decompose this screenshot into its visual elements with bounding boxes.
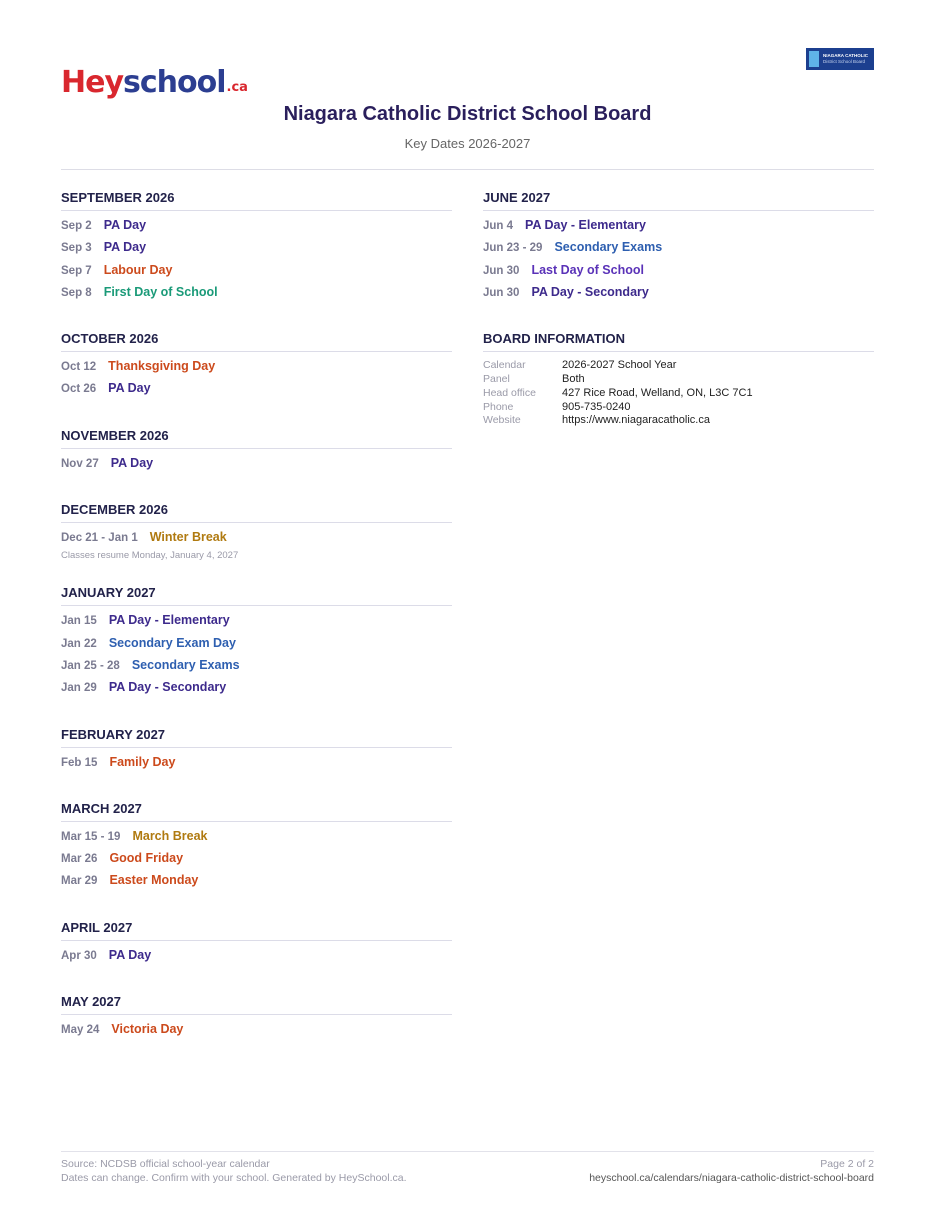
event-date: Sep 7 — [61, 264, 92, 277]
event-name: PA Day — [103, 218, 147, 232]
event-date: Feb 15 — [61, 756, 98, 769]
left-column — [61, 190, 452, 1068]
event-date: Apr 30 — [61, 949, 97, 962]
list-item — [61, 948, 452, 970]
event-name: Good Friday — [109, 851, 184, 866]
info-value-calendar: 2026-2027 School Year — [562, 359, 677, 372]
event-date: Dec 21 - Jan 1 — [61, 532, 138, 545]
header-divider — [61, 169, 874, 170]
list-item — [61, 851, 452, 873]
event-date: Nov 27 — [61, 457, 99, 470]
list-item — [61, 873, 452, 895]
footer-url-link[interactable]: heyschool.ca/calendars/niagara-catholic-district-school-board — [589, 1172, 874, 1184]
event-name: PA Day - Secondary — [108, 680, 227, 695]
month-title: DECEMBER 2026 — [61, 502, 452, 523]
month-title: SEPTEMBER 2026 — [61, 190, 452, 211]
month-section-november — [61, 428, 452, 478]
page-title: Niagara Catholic District School Board — [283, 103, 652, 125]
list-item — [61, 829, 452, 851]
event-date: Jun 4 — [483, 220, 514, 232]
info-value-phone: 905-735-0240 — [562, 400, 631, 413]
event-date: Jan 25 - 28 — [61, 659, 120, 672]
month-title: MAY 2027 — [61, 994, 452, 1015]
footer-disclaimer: Dates can change. Confirm with your school. Generated by HeySchool.ca. — [61, 1172, 407, 1184]
event-name: Family Day — [109, 754, 176, 769]
event-date: Oct 26 — [61, 383, 97, 396]
event-name: Thanksgiving Day — [108, 359, 216, 374]
month-title: JANUARY 2027 — [61, 585, 452, 606]
event-name: PA Day - Elementary — [108, 613, 230, 628]
board-info-table — [483, 359, 874, 428]
list-item — [61, 1022, 452, 1044]
event-date: Jun 30 — [483, 264, 520, 277]
event-date: Jan 22 — [61, 637, 97, 650]
event-name: PA Day — [103, 240, 147, 255]
list-item — [61, 636, 452, 658]
event-name: Secondary Exam Day — [108, 635, 236, 650]
list-item — [483, 285, 874, 307]
board-information-section — [483, 331, 874, 428]
event-name: March Break — [132, 828, 208, 843]
event-note: Classes resume Monday, January 4, 2027 — [61, 550, 239, 562]
list-item — [61, 359, 452, 381]
event-date: Jan 29 — [61, 682, 97, 695]
month-section-may — [61, 994, 452, 1044]
logo-ca-text: .ca — [226, 80, 248, 95]
board-logo-line1: NIAGARA CATHOLIC — [823, 53, 868, 58]
month-title: FEBRUARY 2027 — [61, 727, 452, 748]
event-date: Sep 2 — [61, 220, 92, 232]
info-label-website: Website — [483, 414, 521, 427]
month-section-april — [61, 920, 452, 970]
footer-source: Source: NCDSB official school-year calendar — [61, 1158, 270, 1170]
info-label-calendar: Calendar — [483, 359, 526, 372]
month-section-june — [483, 190, 874, 307]
event-date: May 24 — [61, 1024, 100, 1037]
info-value-office: 427 Rice Road, Welland, ON, L3C 7C1 — [562, 386, 753, 399]
list-item — [61, 755, 452, 777]
event-name: PA Day - Secondary — [531, 284, 649, 299]
month-title: APRIL 2027 — [61, 920, 452, 941]
month-title: JUNE 2027 — [483, 190, 874, 211]
month-section-october — [61, 331, 452, 404]
event-date: Mar 26 — [61, 853, 98, 866]
event-date: Jan 15 — [61, 615, 97, 628]
month-section-february — [61, 727, 452, 777]
board-logo-line2: District School Board — [823, 59, 866, 64]
month-section-september — [61, 190, 452, 307]
info-value-panel: Both — [562, 372, 585, 385]
board-info-title: BOARD INFORMATION — [483, 331, 874, 352]
info-label-phone: Phone — [483, 400, 514, 413]
list-item — [61, 381, 452, 403]
month-section-march — [61, 801, 452, 896]
event-name: Secondary Exams — [554, 240, 663, 255]
info-value-website[interactable]: https://www.niagaracatholic.ca — [562, 414, 710, 427]
page-subtitle: Key Dates 2026-2027 — [404, 136, 531, 151]
event-name: Secondary Exams — [131, 657, 240, 672]
logo-school-text: school — [123, 65, 226, 100]
list-item — [61, 613, 452, 635]
event-date: Oct 12 — [61, 361, 97, 374]
list-item — [61, 218, 452, 240]
list-item — [61, 285, 452, 307]
event-date: Jun 23 - 29 — [483, 242, 543, 255]
event-name: Labour Day — [103, 262, 173, 277]
event-name: Last Day of School — [531, 262, 644, 277]
list-item — [483, 240, 874, 262]
right-column — [483, 190, 874, 452]
event-name: First Day of School — [103, 284, 218, 299]
month-title: MARCH 2027 — [61, 801, 452, 822]
page-number: Page 2 of 2 — [820, 1158, 874, 1170]
event-date: Jun 30 — [483, 286, 520, 299]
info-label-panel: Panel — [483, 372, 510, 385]
list-item — [483, 263, 874, 285]
info-label-office: Head office — [483, 386, 536, 399]
event-name: Victoria Day — [111, 1022, 184, 1037]
event-name: PA Day — [110, 455, 154, 470]
list-item — [61, 263, 452, 285]
list-item — [61, 530, 452, 552]
event-name: PA Day — [108, 381, 151, 396]
month-title: OCTOBER 2026 — [61, 331, 452, 352]
event-date: Sep 3 — [61, 242, 92, 255]
event-name: PA Day - Elementary — [525, 218, 646, 232]
footer-divider — [61, 1151, 874, 1152]
list-item — [61, 658, 452, 680]
list-item — [61, 456, 452, 478]
event-date: Mar 15 - 19 — [61, 830, 121, 843]
board-crest-icon — [809, 51, 819, 67]
month-section-january — [61, 585, 452, 702]
event-name: Winter Break — [149, 530, 227, 545]
month-section-december — [61, 502, 452, 561]
event-name: Easter Monday — [109, 873, 199, 888]
event-date: Sep 8 — [61, 286, 92, 299]
list-item — [61, 680, 452, 702]
footer-right — [589, 1157, 874, 1185]
logo-hey-text: Hey — [61, 65, 124, 100]
board-logo — [806, 48, 874, 70]
event-date: Mar 29 — [61, 875, 98, 888]
footer-left — [61, 1157, 407, 1185]
list-item — [483, 218, 874, 240]
month-title: NOVEMBER 2026 — [61, 428, 452, 449]
list-item — [61, 240, 452, 262]
event-name: PA Day — [108, 947, 152, 962]
heyschool-logo — [61, 60, 248, 100]
